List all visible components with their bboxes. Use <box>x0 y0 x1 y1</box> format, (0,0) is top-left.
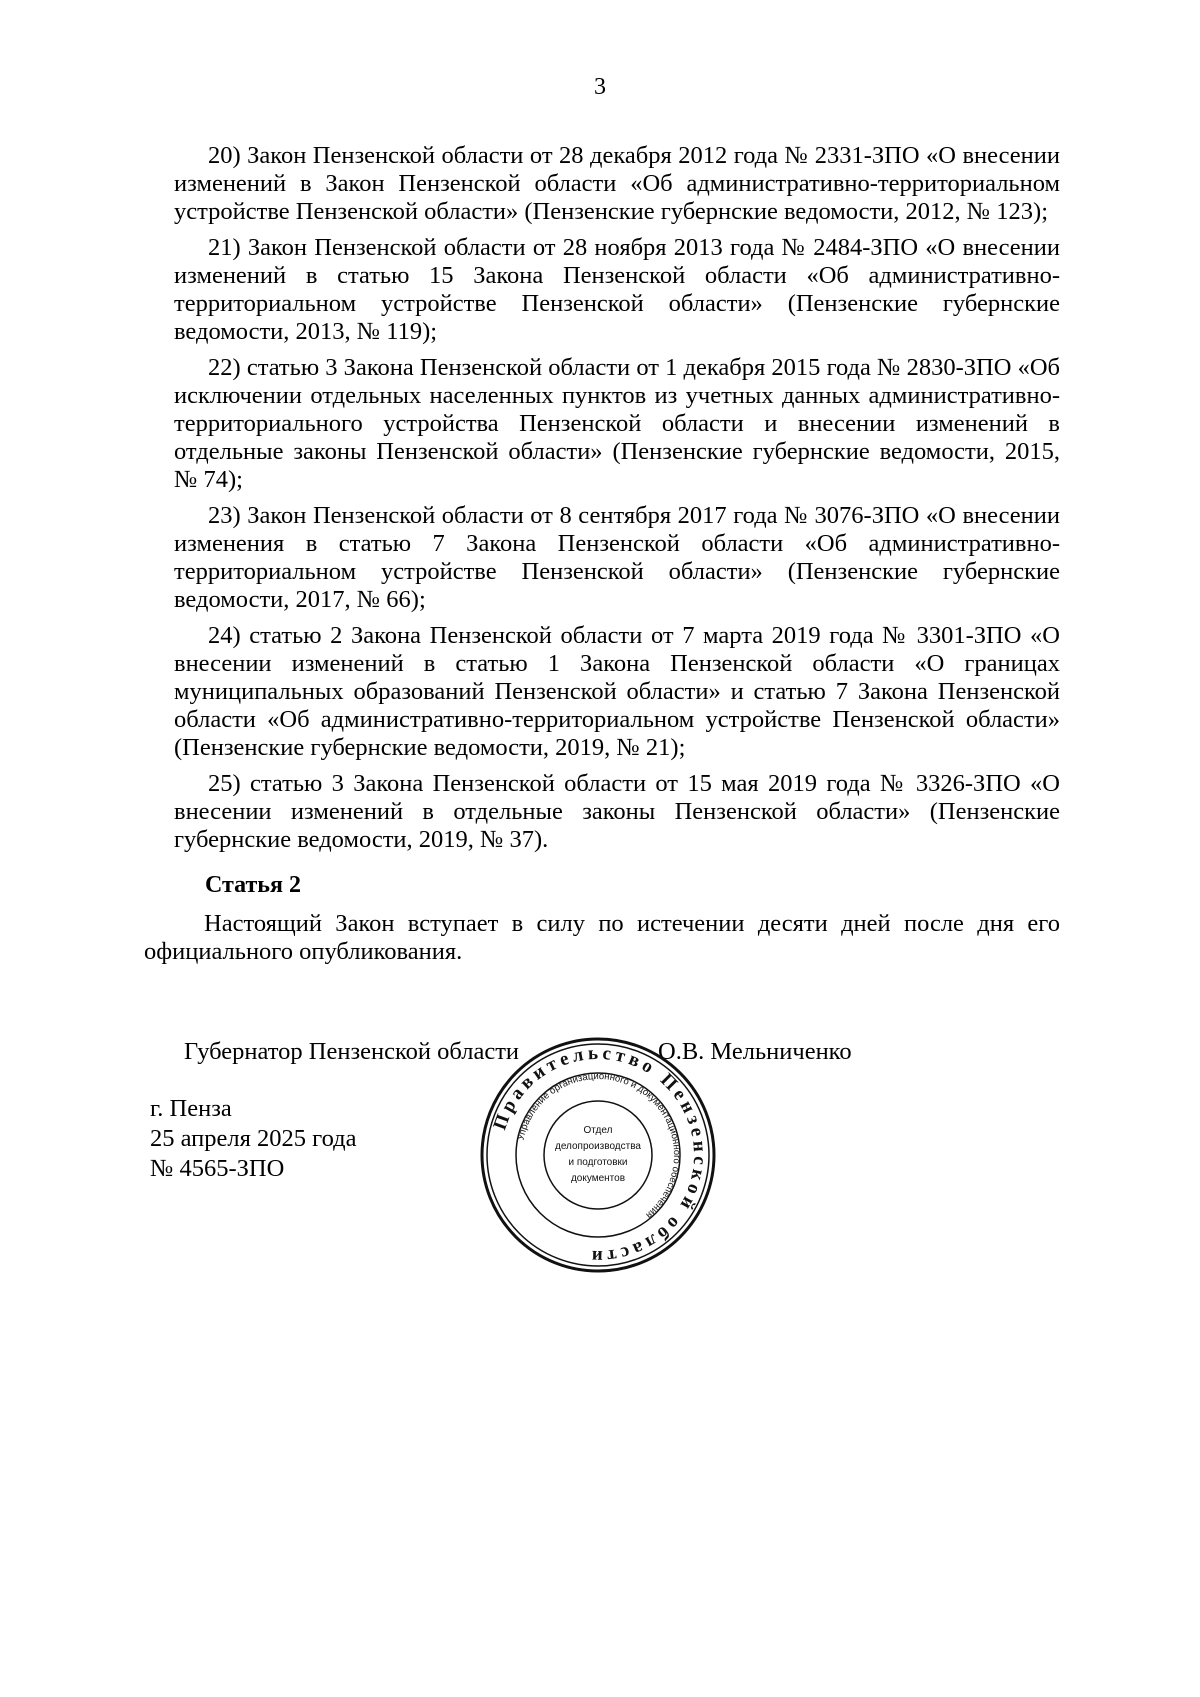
signature-role: Губернатор Пензенской области <box>184 1038 520 1065</box>
signature-name: О.В. Мельниченко <box>658 1038 852 1065</box>
list-item: 23) Закон Пензенской области от 8 сентября 2017 года № 3076-ЗПО «О внесении изменения в статью 7 Закона Пензенской области «Об административно-территориальном устройстве Пензенской области» (Пензенские губернские ведомости, 2017, № 66); <box>174 502 1060 613</box>
seal-inner-text: Управление организационного и документационного обеспечения <box>515 1070 683 1221</box>
list-item: 24) статью 2 Закона Пензенской области от 7 марта 2019 года № 3301-ЗПО «О внесении изменений в статью 1 Закона Пензенской области «О границах муниципальных образований Пензенской области» и статью 7 Закона Пензенской области «Об административно-территориальном устройстве Пензенской области» (Пензенские губернские ведомости, 2019, № 21); <box>174 622 1060 761</box>
article-title: Статья 2 <box>205 872 301 898</box>
seal-center-line: и подготовки <box>568 1157 628 1168</box>
seal-outer-text: Правительство Пензенской области <box>489 1042 711 1268</box>
list-item: 22) статью 3 Закона Пензенской области от 1 декабря 2015 года № 2830-ЗПО «Об исключении отдельных населенных пунктов из учетных данных административно-территориального устройства Пензенской области и внесении изменений в отдельные законы Пензенской области» (Пензенские губернские ведомости, 2015, № 74); <box>174 354 1060 493</box>
page-number: 3 <box>594 74 606 100</box>
law-number: № 4565-ЗПО <box>150 1155 285 1182</box>
place-date <box>150 1094 356 1184</box>
list-item: 20) Закон Пензенской области от 28 декабря 2012 года № 2331-ЗПО «О внесении изменений в Закон Пензенской области «Об административно-территориальном устройстве Пензенской области» (Пензенские губернские ведомости, 2012, № 123); <box>174 142 1060 225</box>
seal-center-line: документов <box>570 1173 626 1184</box>
official-seal <box>478 1035 718 1275</box>
seal-center-line: делопроизводства <box>554 1141 642 1152</box>
seal-center-line: Отдел <box>583 1125 613 1136</box>
list-item: 25) статью 3 Закона Пензенской области от 15 мая 2019 года № 3326-ЗПО «О внесении изменений в отдельные законы Пензенской области» (Пензенские губернские ведомости, 2019, № 37). <box>174 770 1060 853</box>
law-list <box>174 142 1060 862</box>
date: 25 апреля 2025 года <box>150 1125 357 1152</box>
article-text: Настоящий Закон вступает в силу по истечении десяти дней после дня его официального опубликования. <box>144 910 1060 965</box>
list-item: 21) Закон Пензенской области от 28 ноября 2013 года № 2484-ЗПО «О внесении изменений в статью 15 Закона Пензенской области «Об административно-территориальном устройстве Пензенской области» (Пензенские губернские ведомости, 2013, № 119); <box>174 234 1060 345</box>
city: г. Пенза <box>150 1095 232 1122</box>
